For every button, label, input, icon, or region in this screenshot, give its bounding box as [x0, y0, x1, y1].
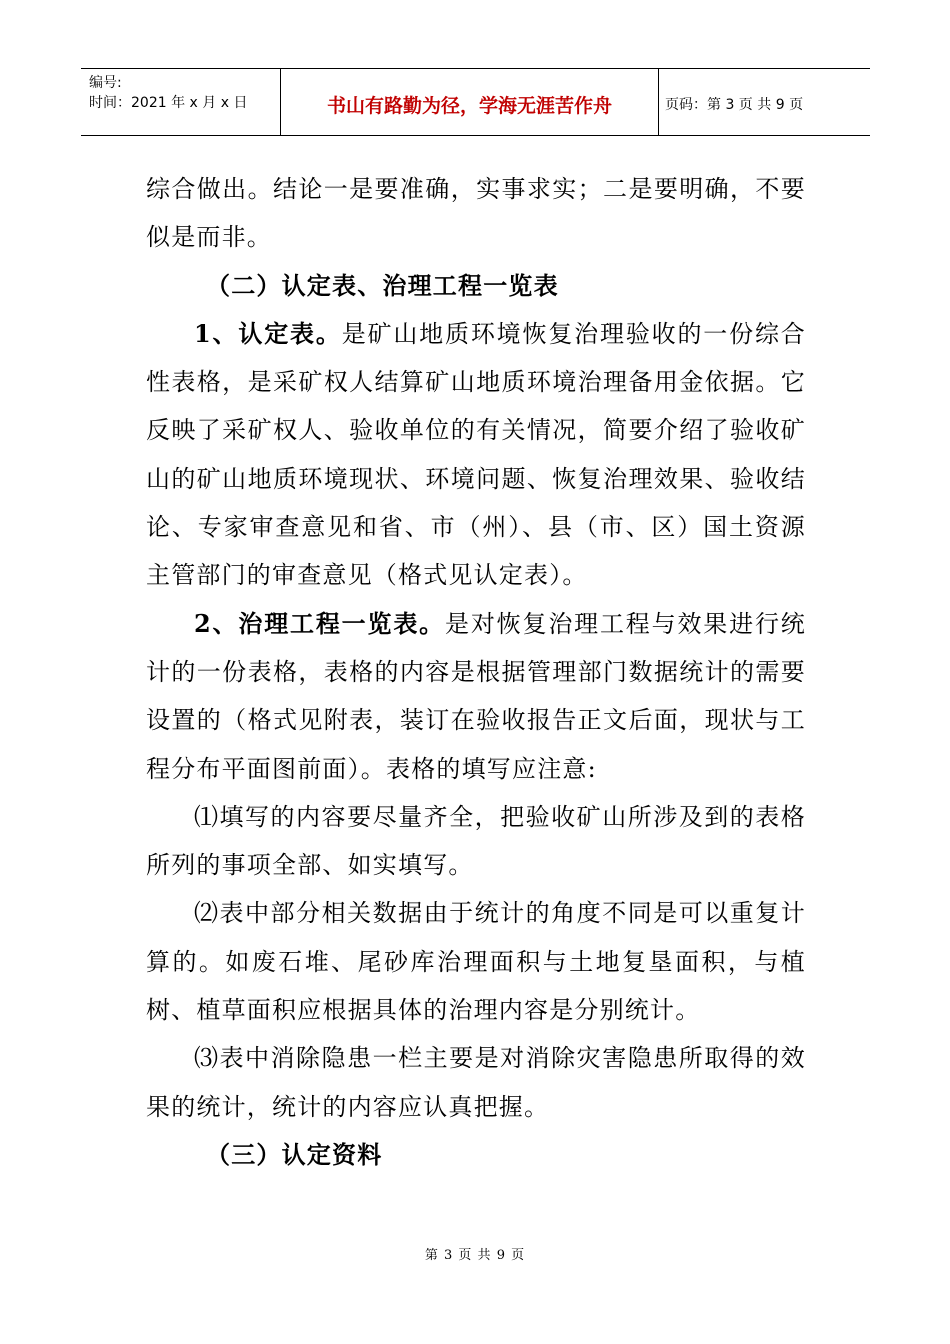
section-heading-3: （三）认定资料	[206, 1139, 383, 1169]
recognition-table-lead: 1、认定表。	[194, 318, 342, 348]
page-footer: 第 3 页 共 9 页	[424, 1248, 526, 1263]
recognition-table-text: 是矿山地质环境恢复治理验收的一份综合性表格，是采矿权人结算矿山地质环境治理备用金依据。它反映了采矿权人、验收单位的有关情况，简要介绍了验收矿山的矿山地质环境现状、环境问题、恢复治理效果、验收结论、专家审查意见和省、市（州）、县（市、区）国土资源主管部门的审查意见（格式见认定表）。	[146, 319, 806, 590]
project-list-text: 是对恢复治理工程与效果进行统计的一份表格，表格的内容是根据管理部门数据统计的需要设置的（格式见附表，装订在验收报告正文后面，现状与工程分布平面图前面）。表格的填写应注意:	[146, 609, 806, 783]
header-motto: 书山有路勤为径，学海无涯苦作舟	[281, 69, 659, 135]
paragraph-project-list	[146, 600, 806, 793]
document-date: 时间：2021 年 x 月 x 日	[89, 95, 248, 111]
header-meta	[81, 69, 281, 135]
list-item-2: ⑵表中部分相关数据由于统计的角度不同是可以重复计算的。如废石堆、尾砂库治理面积与土地复垦面积，与植树、植草面积应根据具体的治理内容是分别统计。	[146, 899, 806, 1025]
header-page-number: 页码：第 3 页 共 9 页	[665, 97, 804, 113]
paragraph-recognition-table	[146, 310, 806, 600]
section-heading-2: （二）认定表、治理工程一览表	[206, 270, 559, 300]
document-body	[146, 165, 806, 1179]
list-item-1: ⑴填写的内容要尽量齐全，把验收矿山所涉及到的表格所列的事项全部、如实填写。	[146, 802, 806, 880]
list-item-3: ⑶表中消除隐患一栏主要是对消除灾害隐患所取得的效果的统计，统计的内容应认真把握。	[146, 1044, 806, 1121]
project-list-lead: 2、治理工程一览表。	[194, 608, 445, 638]
page-header	[81, 68, 870, 136]
paragraph-conclusion: 综合做出。结论一是要准确，实事求实；二是要明确，不要似是而非。	[146, 175, 806, 252]
document-number-label: 编号:	[89, 75, 122, 91]
